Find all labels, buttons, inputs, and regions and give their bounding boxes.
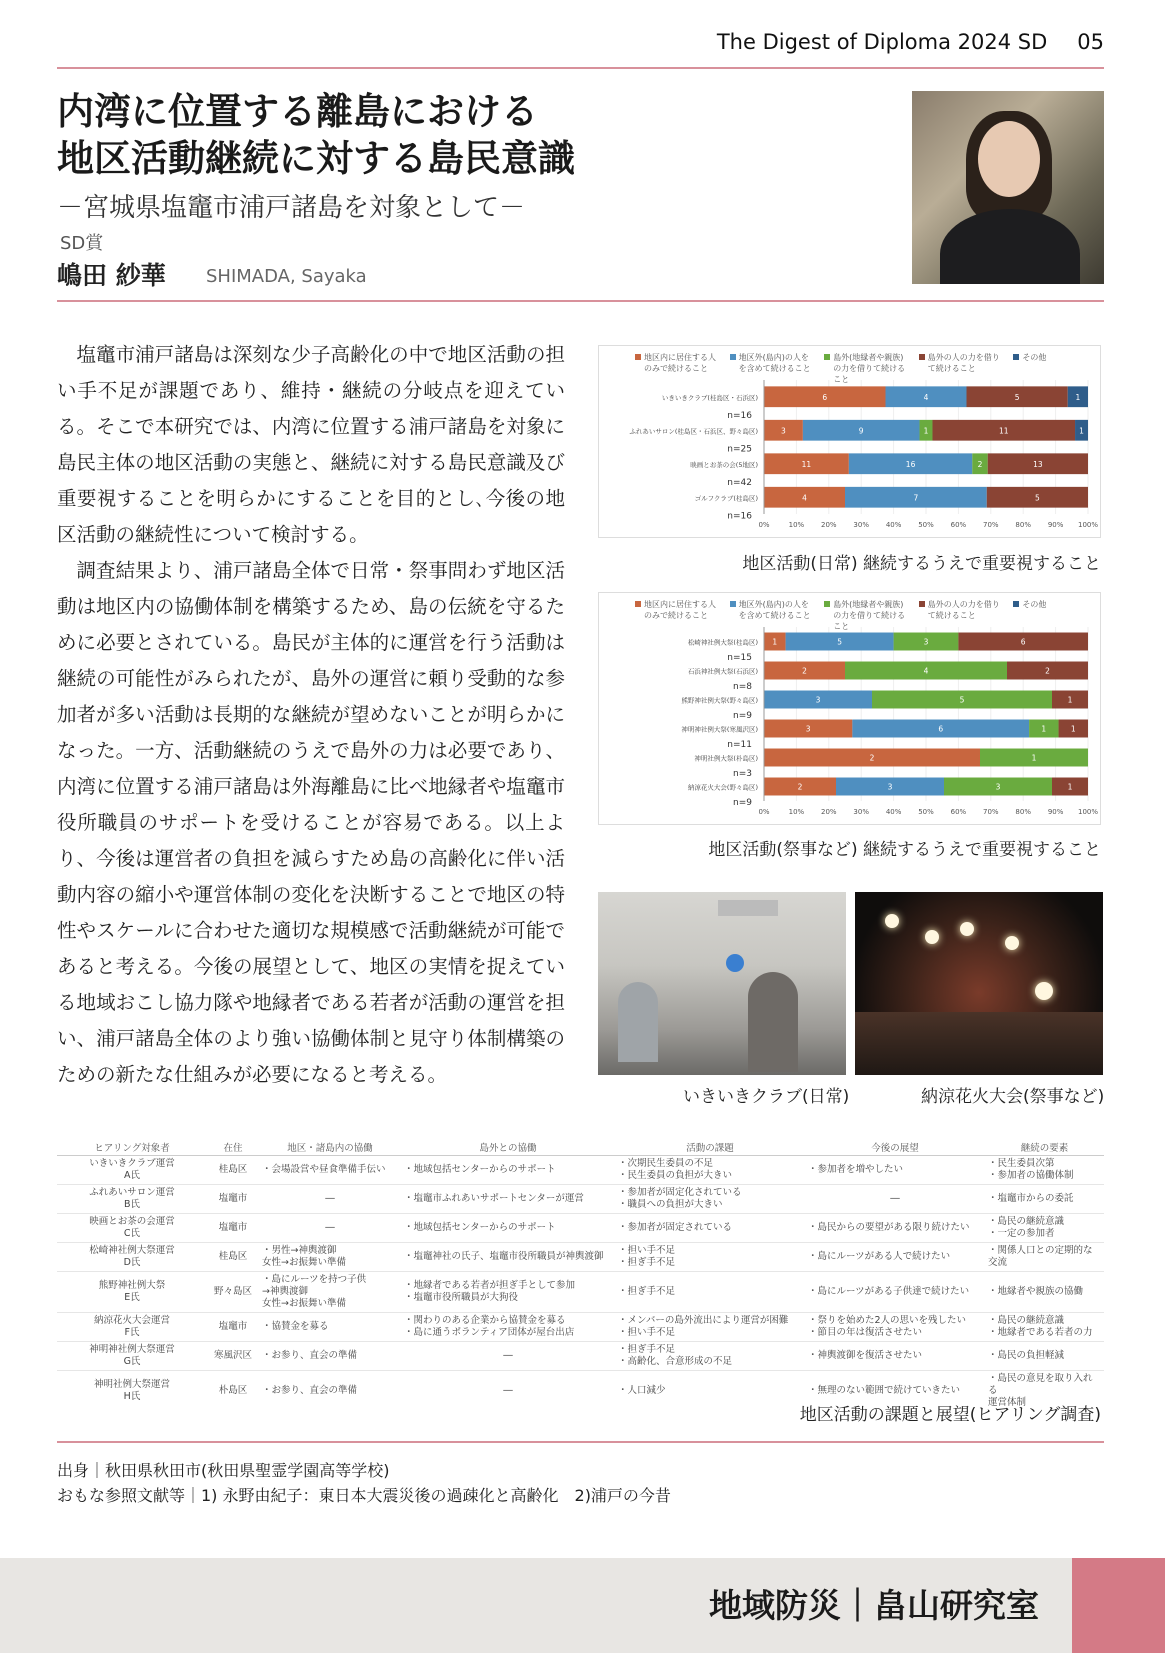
bar-value-label: 1: [1067, 695, 1073, 705]
legend-label: 地区外(島内)の人をを含めて続けること: [738, 353, 811, 373]
bar-value-label: 9: [858, 426, 864, 436]
bar-value-label: 1: [1041, 724, 1047, 734]
title-line-1: 内湾に位置する離島における: [57, 90, 538, 133]
table-cell: ―: [401, 1370, 615, 1411]
x-tick-label: 0%: [758, 521, 770, 529]
legend-label: その他: [1022, 600, 1047, 609]
bar-value-label: 7: [913, 493, 919, 503]
x-tick-label: 10%: [788, 521, 805, 529]
photo-caption-1: いきいきクラブ(日常): [683, 1087, 850, 1107]
table-cell: 塩竈市: [207, 1312, 259, 1341]
bar-value-label: 5: [837, 637, 842, 647]
table-cell: ・島にルーツがある子供達で続けたい: [805, 1271, 985, 1312]
table-cell: ・地縁者である若者が担ぎ手として参加 ・塩竈市役所職員が大狗役: [401, 1271, 615, 1312]
bar-value-label: 11: [801, 459, 812, 469]
table-cell: ―: [259, 1184, 401, 1213]
legend-label: 地区内に居住する人のみで続けること: [644, 353, 716, 373]
table-cell: ・次期民生委員の不足 ・民生委員の負担が大きい: [615, 1155, 805, 1184]
bar-value-label: 3: [815, 695, 821, 705]
table-header-cell: 今後の展望: [805, 1139, 985, 1155]
category-label: 石浜神社例大祭(石浜区): [687, 667, 758, 676]
legend-swatch: [1013, 354, 1019, 360]
bar-value-label: 2: [797, 782, 803, 792]
table-cell: ・参加者を増やしたい: [805, 1155, 985, 1184]
n-label: n=42: [727, 477, 752, 488]
bar-value-label: 16: [905, 459, 916, 469]
title-line-2: 地区活動継続に対する島民意識: [57, 137, 575, 180]
table-cell: ・協賛金を募る: [259, 1312, 401, 1341]
legend-swatch: [730, 601, 736, 607]
bar-value-label: 1: [1070, 724, 1076, 734]
n-label: n=16: [727, 410, 752, 421]
bar-value-label: 3: [995, 782, 1001, 792]
x-tick-label: 50%: [918, 808, 934, 816]
x-tick-label: 30%: [853, 808, 869, 816]
table-cell: 寒風沢区: [207, 1341, 259, 1370]
bar-value-label: 1: [772, 637, 778, 647]
category-label: 映画とお茶の会(5地区): [690, 460, 758, 469]
table-cell: ふれあいサロン運営 B氏: [57, 1184, 207, 1213]
paragraph-2: 調査結果より、浦戸諸島全体で日常・祭事問わず地区活動は地区内の協働体制を構築するため、島の伝統を守るために必要とされている。島民が主体的に運営を行う活動は継続の可能性がみられたが、島外の運営に頼り受動的な参加者が多い活動は長期的な継続が望めないことが明らかになった。一方、活動継続のうえで島外の力は必要であり、内湾に位置する浦戸諸島は外海離島に比べ地縁者や塩竈市役所職員のサポートを受けることが容易である。以上より、今後は運営者の負担を減らすため島の高齢化に伴い活動内容の縮小や運営体制の変化を決断することで地区の特性やスケールに合わせた適切な規模感で活動継続が可能であると考える。今後の展望として、地区の実情を捉えている地域おこし協力隊や地縁者である若者が活動の運営を担い、浦戸諸島全体のより強い協働体制と見守り体制構築のための新たな仕組みが必要になると考える。: [57, 559, 565, 1086]
legend-label: 島外(地縁者や親族)の力を借りて続けること: [833, 600, 906, 631]
table-cell: 神明神社例大祭運営 G氏: [57, 1341, 207, 1370]
x-tick-label: 100%: [1077, 808, 1099, 816]
table-cell: ・地縁者や親族の協働: [985, 1271, 1104, 1312]
table-cell: 塩竈市: [207, 1184, 259, 1213]
table-row: [57, 1242, 1104, 1271]
table-cell: ・無理のない範囲で続けていきたい: [805, 1370, 985, 1411]
category-label: 神明社例大祭(朴島区): [694, 754, 758, 763]
table-cell: ・関係人口との定期的な交流: [985, 1242, 1104, 1271]
table-cell: ・神輿渡御を復活させたい: [805, 1341, 985, 1370]
paragraph-1: 塩竈市浦戸諸島は深刻な少子高齢化の中で地区活動の担い手不足が課題であり、維持・継続の分岐点を迎えている。そこで本研究では、内湾に位置する浦戸諸島を対象に島民主体の地区活動の実態と、継続に対する島民意識及び重要視することを明らかにすることを目的とし､今後の地区活動の継続性について検討する。: [57, 343, 565, 546]
n-label: n=15: [727, 652, 752, 663]
legend-label: 地区外(島内)の人をを含めて続けること: [738, 600, 811, 620]
chart-daily-plot: [599, 376, 1100, 536]
table-cell: ・担い手不足 ・担ぎ手不足: [615, 1242, 805, 1271]
table-cell: いきいきクラブ運営 A氏: [57, 1155, 207, 1184]
table-cell: ・お参り、直会の準備: [259, 1341, 401, 1370]
table-row: [57, 1155, 1104, 1184]
bar-value-label: 1: [923, 426, 929, 436]
x-tick-label: 80%: [1015, 521, 1031, 529]
x-tick-label: 30%: [853, 521, 869, 529]
bar-value-label: 4: [923, 666, 929, 676]
x-tick-label: 20%: [821, 808, 837, 816]
table-row: [57, 1213, 1104, 1242]
table-cell: ・関わりのある企業から協賛金を募る ・島に通うボランティア団体が屋台出店: [401, 1312, 615, 1341]
footer-rule: [57, 1441, 1104, 1443]
table-cell: 映画とお茶の会運営 C氏: [57, 1213, 207, 1242]
table-header-cell: ヒアリング対象者: [57, 1139, 207, 1155]
x-tick-label: 40%: [885, 521, 902, 529]
table-caption: 地区活動の課題と展望(ヒアリング調査): [799, 1405, 1101, 1425]
author-portrait: [912, 91, 1104, 284]
legend-swatch: [824, 601, 830, 607]
bar-value-label: 3: [923, 637, 929, 647]
bar-value-label: 6: [822, 392, 828, 402]
title-rule: [57, 300, 1104, 302]
table-row: [57, 1271, 1104, 1312]
legend-label: 地区内に居住する人のみで続けること: [644, 600, 716, 620]
chart-festival-plot: [599, 623, 1100, 823]
table-cell: ・塩竈市からの委託: [985, 1184, 1104, 1213]
table-cell: ―: [805, 1184, 985, 1213]
x-tick-label: 80%: [1015, 808, 1031, 816]
legend-swatch: [635, 354, 641, 360]
references-text: おもな参照文献等｜1) 永野由紀子：東日本大震災後の過疎化と高齢化 2)浦戸の今昔: [57, 1486, 671, 1505]
footer-accent: [1072, 1558, 1165, 1653]
table-header-row: [57, 1139, 1104, 1155]
x-tick-label: 0%: [758, 808, 770, 816]
running-title: The Digest of Diploma 2024 SD: [716, 30, 1048, 54]
x-tick-label: 90%: [1047, 808, 1064, 816]
table-header-cell: 地区・諸島内の協働: [259, 1139, 401, 1155]
legend-swatch: [730, 354, 736, 360]
table-cell: ・お参り、直会の準備: [259, 1370, 401, 1411]
bar-value-label: 1: [1031, 753, 1037, 763]
legend-label: 島外の人の力を借りて続けること: [927, 600, 1000, 620]
table-cell: ・会場設営や昼食準備手伝い: [259, 1155, 401, 1184]
table-cell: ・島民の継続意識 ・一定の参加者: [985, 1213, 1104, 1242]
n-label: n=25: [727, 444, 752, 455]
table-cell: 松崎神社例大祭運営 D氏: [57, 1242, 207, 1271]
table-cell: 野々島区: [207, 1271, 259, 1312]
x-tick-label: 10%: [788, 808, 805, 816]
legend-swatch: [1013, 601, 1019, 607]
table-cell: ・地域包括センターからのサポート: [401, 1155, 615, 1184]
bar-value-label: 2: [1045, 666, 1050, 676]
table-cell: ・民生委員次第 ・参加者の協働体制: [985, 1155, 1104, 1184]
bar-value-label: 3: [887, 782, 893, 792]
table-cell: ・島民からの要望がある限り続けたい: [805, 1213, 985, 1242]
category-label: いきいきクラブ(桂島区・石浜区): [661, 393, 758, 402]
table-cell: 神明社例大祭運営 H氏: [57, 1370, 207, 1411]
table-cell: ・参加者が固定化されている ・職員への負担が大きい: [615, 1184, 805, 1213]
category-label: 納涼花火大会(野々島区): [687, 783, 758, 792]
bar-value-label: 6: [938, 724, 944, 734]
table-cell: ・人口減少: [615, 1370, 805, 1411]
footer-band: [0, 1558, 1165, 1653]
category-label: 熊野神社例大祭(野々島区): [681, 696, 758, 705]
body-text: [57, 337, 565, 1093]
table-cell: ・男性→神輿渡御 女性→お振舞い準備: [259, 1242, 401, 1271]
legend-swatch: [919, 354, 925, 360]
bar-value-label: 3: [781, 426, 786, 436]
table-cell: ・担ぎ手不足: [615, 1271, 805, 1312]
table-header-cell: 在住: [207, 1139, 259, 1155]
bar-value-label: 5: [1014, 392, 1020, 402]
x-tick-label: 70%: [983, 521, 999, 529]
table-cell: ・塩竈市ふれあいサポートセンターが運営: [401, 1184, 615, 1213]
table-cell: 桂島区: [207, 1242, 259, 1271]
table-cell: ・参加者が固定されている: [615, 1213, 805, 1242]
bar-value-label: 1: [1079, 426, 1084, 436]
table-cell: ・担ぎ手不足 ・高齢化、合意形成の不足: [615, 1341, 805, 1370]
table-cell: 熊野神社例大祭 E氏: [57, 1271, 207, 1312]
n-label: n=11: [727, 739, 752, 750]
table-header-cell: 島外との協働: [401, 1139, 615, 1155]
x-tick-label: 20%: [821, 521, 837, 529]
table-cell: ―: [401, 1341, 615, 1370]
x-tick-label: 60%: [950, 521, 967, 529]
bar-value-label: 4: [923, 392, 929, 402]
header-rule: [57, 67, 1104, 69]
bar-value-label: 3: [805, 724, 811, 734]
category-label: ふれあいサロン(桂島区・石浜区、野々島区): [629, 427, 758, 436]
x-tick-label: 90%: [1047, 521, 1064, 529]
table-cell: ・島にルーツを持つ子供 →神輿渡御 女性→お振舞い準備: [259, 1271, 401, 1312]
table-header-cell: 活動の課題: [615, 1139, 805, 1155]
chart-festival: [598, 592, 1101, 825]
legend-swatch: [824, 354, 830, 360]
bar-value-label: 2: [802, 666, 807, 676]
author-name: 嶋田 紗華: [57, 261, 166, 290]
bar-value-label: 2: [869, 753, 875, 763]
bar-value-label: 11: [998, 426, 1009, 436]
table-row: [57, 1312, 1104, 1341]
bar-value-label: 5: [959, 695, 965, 705]
category-label: 神明神社例大祭(寒風沢区): [681, 725, 758, 734]
x-tick-label: 50%: [918, 521, 934, 529]
n-label: n=9: [733, 710, 752, 721]
photo-fireworks-festival: [855, 892, 1103, 1075]
page-title: [57, 88, 617, 182]
page-number: 05: [1077, 30, 1104, 54]
chart-festival-caption: 地区活動(祭事など) 継続するうえで重要視すること: [708, 840, 1101, 860]
photo-ikiiki-club: [598, 892, 846, 1075]
n-label: n=16: [727, 511, 752, 522]
category-label: 松崎神社例大祭(桂島区): [687, 638, 758, 647]
table-cell: ―: [259, 1213, 401, 1242]
x-tick-label: 70%: [983, 808, 999, 816]
bar-value-label: 5: [1034, 493, 1040, 503]
hearing-table: [57, 1139, 1104, 1411]
bar-value-label: 4: [802, 493, 807, 503]
table-cell: 納涼花火大会運営 F氏: [57, 1312, 207, 1341]
table-header-cell: 継続の要素: [985, 1139, 1104, 1155]
x-tick-label: 60%: [950, 808, 967, 816]
table-cell: 朴島区: [207, 1370, 259, 1411]
legend-swatch: [919, 601, 925, 607]
lab-name: 地域防災｜畠山研究室: [709, 1586, 1039, 1625]
x-tick-label: 40%: [885, 808, 902, 816]
table-cell: ・祭りを始めた2人の思いを残したい ・節目の年は復活させたい: [805, 1312, 985, 1341]
origin-text: 出身｜秋田県秋田市(秋田県聖霊学園高等学校): [57, 1461, 390, 1480]
table-cell: ・島民の意見を取り入れる 運営体制: [985, 1370, 1104, 1411]
x-tick-label: 100%: [1077, 521, 1099, 529]
subtitle: －宮城県塩竈市浦戸諸島を対象として－: [57, 193, 526, 223]
bar-value-label: 13: [1033, 459, 1043, 469]
bar-value-label: 1: [1067, 782, 1073, 792]
table-cell: 桂島区: [207, 1155, 259, 1184]
legend-swatch: [635, 601, 641, 607]
photo-caption-2: 納涼花火大会(祭事など): [921, 1087, 1105, 1107]
table-cell: ・地域包括センターからのサポート: [401, 1213, 615, 1242]
bar-value-label: 2: [977, 459, 983, 469]
chart-daily-caption: 地区活動(日常) 継続するうえで重要視すること: [742, 554, 1101, 574]
bar-value-label: 6: [1020, 637, 1026, 647]
bar-value-label: 1: [1075, 392, 1081, 402]
n-label: n=8: [733, 681, 752, 692]
chart-daily: [598, 345, 1101, 538]
table-row: [57, 1184, 1104, 1213]
running-header: [717, 30, 1104, 54]
table-cell: 塩竈市: [207, 1213, 259, 1242]
legend-label: その他: [1022, 353, 1047, 362]
legend-label: 島外(地縁者や親族)の力を借りて続けること: [833, 353, 906, 384]
award-label: SD賞: [60, 233, 104, 254]
author-name-en: SHIMADA, Sayaka: [206, 266, 367, 287]
n-label: n=9: [733, 797, 752, 808]
table-cell: ・塩竈神社の氏子、塩竈市役所職員が神輿渡御: [401, 1242, 615, 1271]
table-cell: ・島民の継続意識 ・地縁者である若者の力: [985, 1312, 1104, 1341]
table-row: [57, 1341, 1104, 1370]
table-cell: ・メンバーの島外流出により運営が困難 ・担い手不足: [615, 1312, 805, 1341]
table-cell: ・島にルーツがある人で続けたい: [805, 1242, 985, 1271]
table-cell: ・島民の負担軽減: [985, 1341, 1104, 1370]
category-label: ゴルフクラブ(桂島区): [694, 494, 758, 503]
n-label: n=3: [733, 768, 752, 779]
legend-label: 島外の人の力を借りて続けること: [927, 353, 1000, 373]
